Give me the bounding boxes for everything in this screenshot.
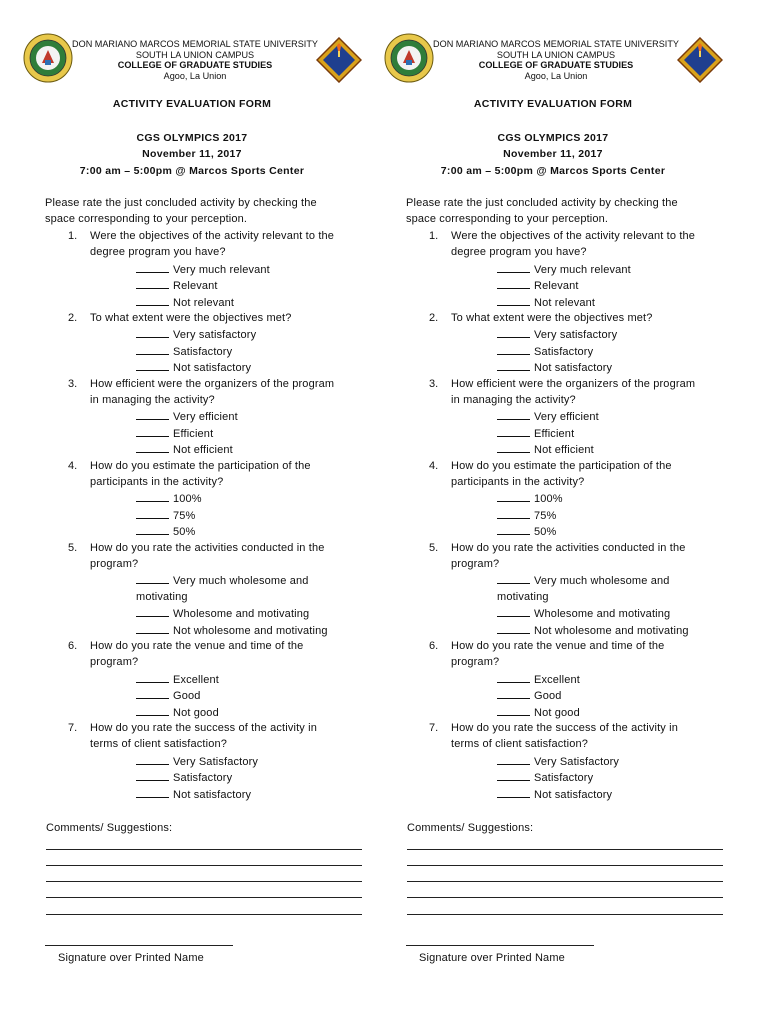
check-blank[interactable] [497,345,530,355]
option-label: Very much wholesome and [534,575,670,588]
option-label: Not relevant [534,296,596,309]
check-blank[interactable] [136,492,169,502]
question-text: How do you rate the venue and time of the [451,640,665,652]
option-label: Not good [173,706,219,719]
question-number: 1. [68,230,78,242]
cgs-logo-icon [316,37,362,83]
question-number: 3. [68,377,78,390]
letterhead [20,33,358,85]
option-label: Very satisfactory [534,329,618,342]
option-label: Relevant [173,280,218,293]
option-row[interactable] [497,361,612,375]
option-label: Satisfactory [173,772,233,785]
question-text: To what extent were the objectives met? [451,312,653,324]
question-number: 5. [429,541,439,554]
option-row[interactable] [497,574,670,588]
option-row[interactable] [497,771,593,785]
check-blank[interactable] [497,361,530,371]
option-label: Excellent [173,673,219,686]
form-title: ACTIVITY EVALUATION FORM [112,98,272,110]
option-label: Not good [534,706,580,719]
check-blank[interactable] [136,624,169,634]
option-label: 75% [534,509,557,522]
cgs-logo-icon [677,37,723,83]
check-blank[interactable] [136,607,169,617]
option-row[interactable] [136,443,233,457]
check-blank[interactable] [497,706,530,716]
check-blank[interactable] [136,771,169,781]
comment-line[interactable] [407,865,723,866]
question-text: How do you rate the success of the activity in [451,722,679,734]
campus-name: SOUTH LA UNION CAMPUS [496,49,616,60]
question-text: How do you rate the success of the activity in [90,722,318,734]
check-blank[interactable] [136,755,169,765]
question-text: program? [90,656,139,669]
comments-label: Comments/ Suggestions: [46,822,173,834]
university-name: DON MARIANO MARCOS MEMORIAL STATE UNIVERSITY [433,39,679,49]
check-blank[interactable] [497,574,530,584]
comment-line[interactable] [407,897,723,898]
option-label: Not satisfactory [173,362,252,375]
option-label: Not satisfactory [173,788,252,801]
signature-label: Signature over Printed Name [58,952,204,964]
option-row[interactable] [136,755,258,769]
check-blank[interactable] [136,689,169,699]
option-row[interactable] [136,410,238,424]
check-blank[interactable] [497,755,530,765]
intro-line: space corresponding to your perception. [45,213,248,225]
university-name: DON MARIANO MARCOS MEMORIAL STATE UNIVERSITY [72,39,318,49]
option-label: Very much wholesome and [173,575,309,588]
option-label: Relevant [534,280,579,293]
campus-name: SOUTH LA UNION CAMPUS [135,49,255,60]
option-row[interactable] [136,706,219,720]
check-blank[interactable] [136,525,169,535]
evaluation-form-right [361,0,745,1024]
option-row[interactable] [497,525,556,539]
question-text: degree program you have? [451,246,587,259]
option-row[interactable] [136,509,195,523]
option-row[interactable] [497,607,670,621]
event-time-place: 7:00 am – 5:00pm @ Marcos Sports Center [440,165,666,177]
option-row[interactable] [136,296,234,310]
option-label: Satisfactory [534,345,594,358]
option-label: Efficient [173,427,214,440]
question-number: 7. [429,722,439,734]
question-number: 2. [429,312,439,324]
option-row[interactable] [497,788,612,802]
comment-line[interactable] [407,849,723,850]
intro-line: Please rate the just concluded activity by checking the [406,197,678,209]
option-row[interactable] [136,607,309,621]
check-blank[interactable] [497,673,530,683]
question-number: 2. [68,312,78,324]
option-row[interactable] [136,492,202,506]
option-row[interactable] [136,263,270,277]
option-row[interactable] [136,361,251,375]
event-time-place: 7:00 am – 5:00pm @ Marcos Sports Center [79,165,305,177]
option-label: Not efficient [534,444,594,457]
option-row[interactable] [136,279,218,293]
question-number: 3. [429,377,439,390]
option-label: Wholesome and motivating [534,608,671,621]
check-blank[interactable] [497,492,530,502]
check-blank[interactable] [497,427,530,437]
question-text: participants in the activity? [90,476,224,488]
option-label: 100% [173,493,202,506]
comment-line[interactable] [46,914,362,915]
check-blank[interactable] [136,673,169,683]
check-blank[interactable] [136,574,169,584]
question-number: 5. [68,541,78,554]
check-blank[interactable] [136,296,169,306]
check-blank[interactable] [497,788,530,798]
option-row[interactable] [497,410,599,424]
option-label: Very much relevant [173,263,270,276]
question-text: Were the objectives of the activity relevant to the [451,230,696,242]
option-label: Very much relevant [534,263,631,276]
question-text: in managing the activity? [451,394,576,406]
letterhead-text [433,39,679,81]
question-text: Were the objectives of the activity relevant to the [90,230,335,242]
signature-line[interactable] [45,945,233,946]
option-row[interactable] [497,296,595,310]
option-label: 50% [173,526,196,539]
signature-line[interactable] [406,945,594,946]
question-text: terms of client satisfaction? [451,738,589,751]
check-blank[interactable] [136,706,169,716]
form-title: ACTIVITY EVALUATION FORM [473,98,633,110]
option-label: Not satisfactory [534,788,613,801]
question-text: in managing the activity? [90,394,215,406]
comment-line[interactable] [46,849,362,850]
check-blank[interactable] [497,443,530,453]
question-text: How do you estimate the participation of the [90,459,311,472]
option-label: Efficient [534,427,575,440]
option-label: Very efficient [173,411,238,424]
option-row[interactable] [136,624,328,638]
question-number: 1. [429,230,439,242]
question-text: program? [451,558,500,570]
question-text: How do you rate the activities conducted in the [90,541,325,554]
option-label: Not relevant [173,296,235,309]
question-number: 4. [429,459,439,472]
option-row[interactable] [497,673,580,687]
option-label: Not satisfactory [534,362,613,375]
option-label: 50% [534,526,557,539]
option-row[interactable] [136,673,219,687]
question-text: How efficient were the organizers of the program [451,377,696,390]
university-seal-icon [384,33,434,83]
check-blank[interactable] [497,689,530,699]
event-name: CGS OLYMPICS 2017 [136,132,248,144]
option-label: Very Satisfactory [173,755,259,768]
check-blank[interactable] [497,328,530,338]
option-row[interactable] [497,492,563,506]
option-row[interactable] [497,706,580,720]
check-blank[interactable] [497,607,530,617]
check-blank[interactable] [497,624,530,634]
comment-line[interactable] [46,897,362,898]
option-row[interactable] [497,279,579,293]
location: Agoo, La Union [163,70,227,81]
option-row[interactable] [136,525,195,539]
comment-line[interactable] [46,865,362,866]
option-row[interactable] [136,427,213,441]
question-number: 4. [68,459,78,472]
university-seal-icon [23,33,73,83]
option-label: Very efficient [534,411,599,424]
check-blank[interactable] [497,263,530,273]
option-row[interactable] [497,689,562,703]
option-row[interactable] [136,788,251,802]
check-blank[interactable] [136,361,169,371]
question-text: How do you estimate the participation of the [451,459,672,472]
option-row[interactable] [136,328,256,342]
check-blank[interactable] [136,263,169,273]
question-text: degree program you have? [90,246,226,259]
check-blank[interactable] [497,410,530,420]
check-blank[interactable] [136,410,169,420]
option-label: Not wholesome and motivating [534,624,689,637]
option-label: Good [534,690,562,703]
option-label: Very satisfactory [173,329,257,342]
option-row[interactable] [497,328,617,342]
comment-line[interactable] [407,881,723,882]
question-text: terms of client satisfaction? [90,738,228,751]
option-label: Excellent [534,673,580,686]
check-blank[interactable] [497,509,530,519]
check-blank[interactable] [136,509,169,519]
check-blank[interactable] [136,427,169,437]
intro-line: Please rate the just concluded activity by checking the [45,197,317,209]
question-text: To what extent were the objectives met? [90,312,292,324]
question-text: participants in the activity? [451,476,585,488]
event-date: November 11, 2017 [142,148,242,160]
location: Agoo, La Union [524,70,588,81]
option-label: 75% [173,509,196,522]
event-name: CGS OLYMPICS 2017 [497,132,609,144]
check-blank[interactable] [497,525,530,535]
check-blank[interactable] [497,771,530,781]
letterhead [381,33,719,85]
option-label: Satisfactory [173,345,233,358]
option-label: 100% [534,493,563,506]
check-blank[interactable] [136,788,169,798]
letterhead-text [72,39,318,81]
question-text: program? [90,558,139,570]
check-blank[interactable] [136,345,169,355]
question-number: 7. [68,722,78,734]
option-label: Not efficient [173,444,233,457]
comments-label: Comments/ Suggestions: [407,822,534,834]
option-row[interactable] [136,771,232,785]
option-row[interactable] [136,345,232,359]
question-number: 6. [429,640,439,652]
option-row[interactable] [497,755,619,769]
signature-label: Signature over Printed Name [419,952,565,964]
option-label: Good [173,690,201,703]
option-row[interactable] [497,443,594,457]
option-row[interactable] [497,263,631,277]
option-row[interactable] [497,509,556,523]
question-number: 6. [68,640,78,652]
option-row[interactable] [497,345,593,359]
option-label: Wholesome and motivating [173,608,310,621]
check-blank[interactable] [497,296,530,306]
intro-line: space corresponding to your perception. [406,213,609,225]
option-label: Satisfactory [534,772,594,785]
check-blank[interactable] [136,443,169,453]
question-text: How efficient were the organizers of the program [90,377,335,390]
college-name: COLLEGE OF GRADUATE STUDIES [478,60,634,71]
question-text: How do you rate the venue and time of the [90,640,304,652]
check-blank[interactable] [136,279,169,289]
option-label-cont: motivating [136,590,188,603]
question-text: program? [451,656,500,669]
comment-line[interactable] [407,914,723,915]
check-blank[interactable] [136,328,169,338]
option-row[interactable] [497,427,574,441]
option-label: Very Satisfactory [534,755,620,768]
question-text: How do you rate the activities conducted in the [451,541,686,554]
option-row[interactable] [497,624,689,638]
option-label: Not wholesome and motivating [173,624,328,637]
event-date: November 11, 2017 [503,148,603,160]
option-label-cont: motivating [497,590,549,603]
check-blank[interactable] [497,279,530,289]
college-name: COLLEGE OF GRADUATE STUDIES [117,60,273,71]
option-row[interactable] [136,689,201,703]
option-row[interactable] [136,574,309,588]
comment-line[interactable] [46,881,362,882]
